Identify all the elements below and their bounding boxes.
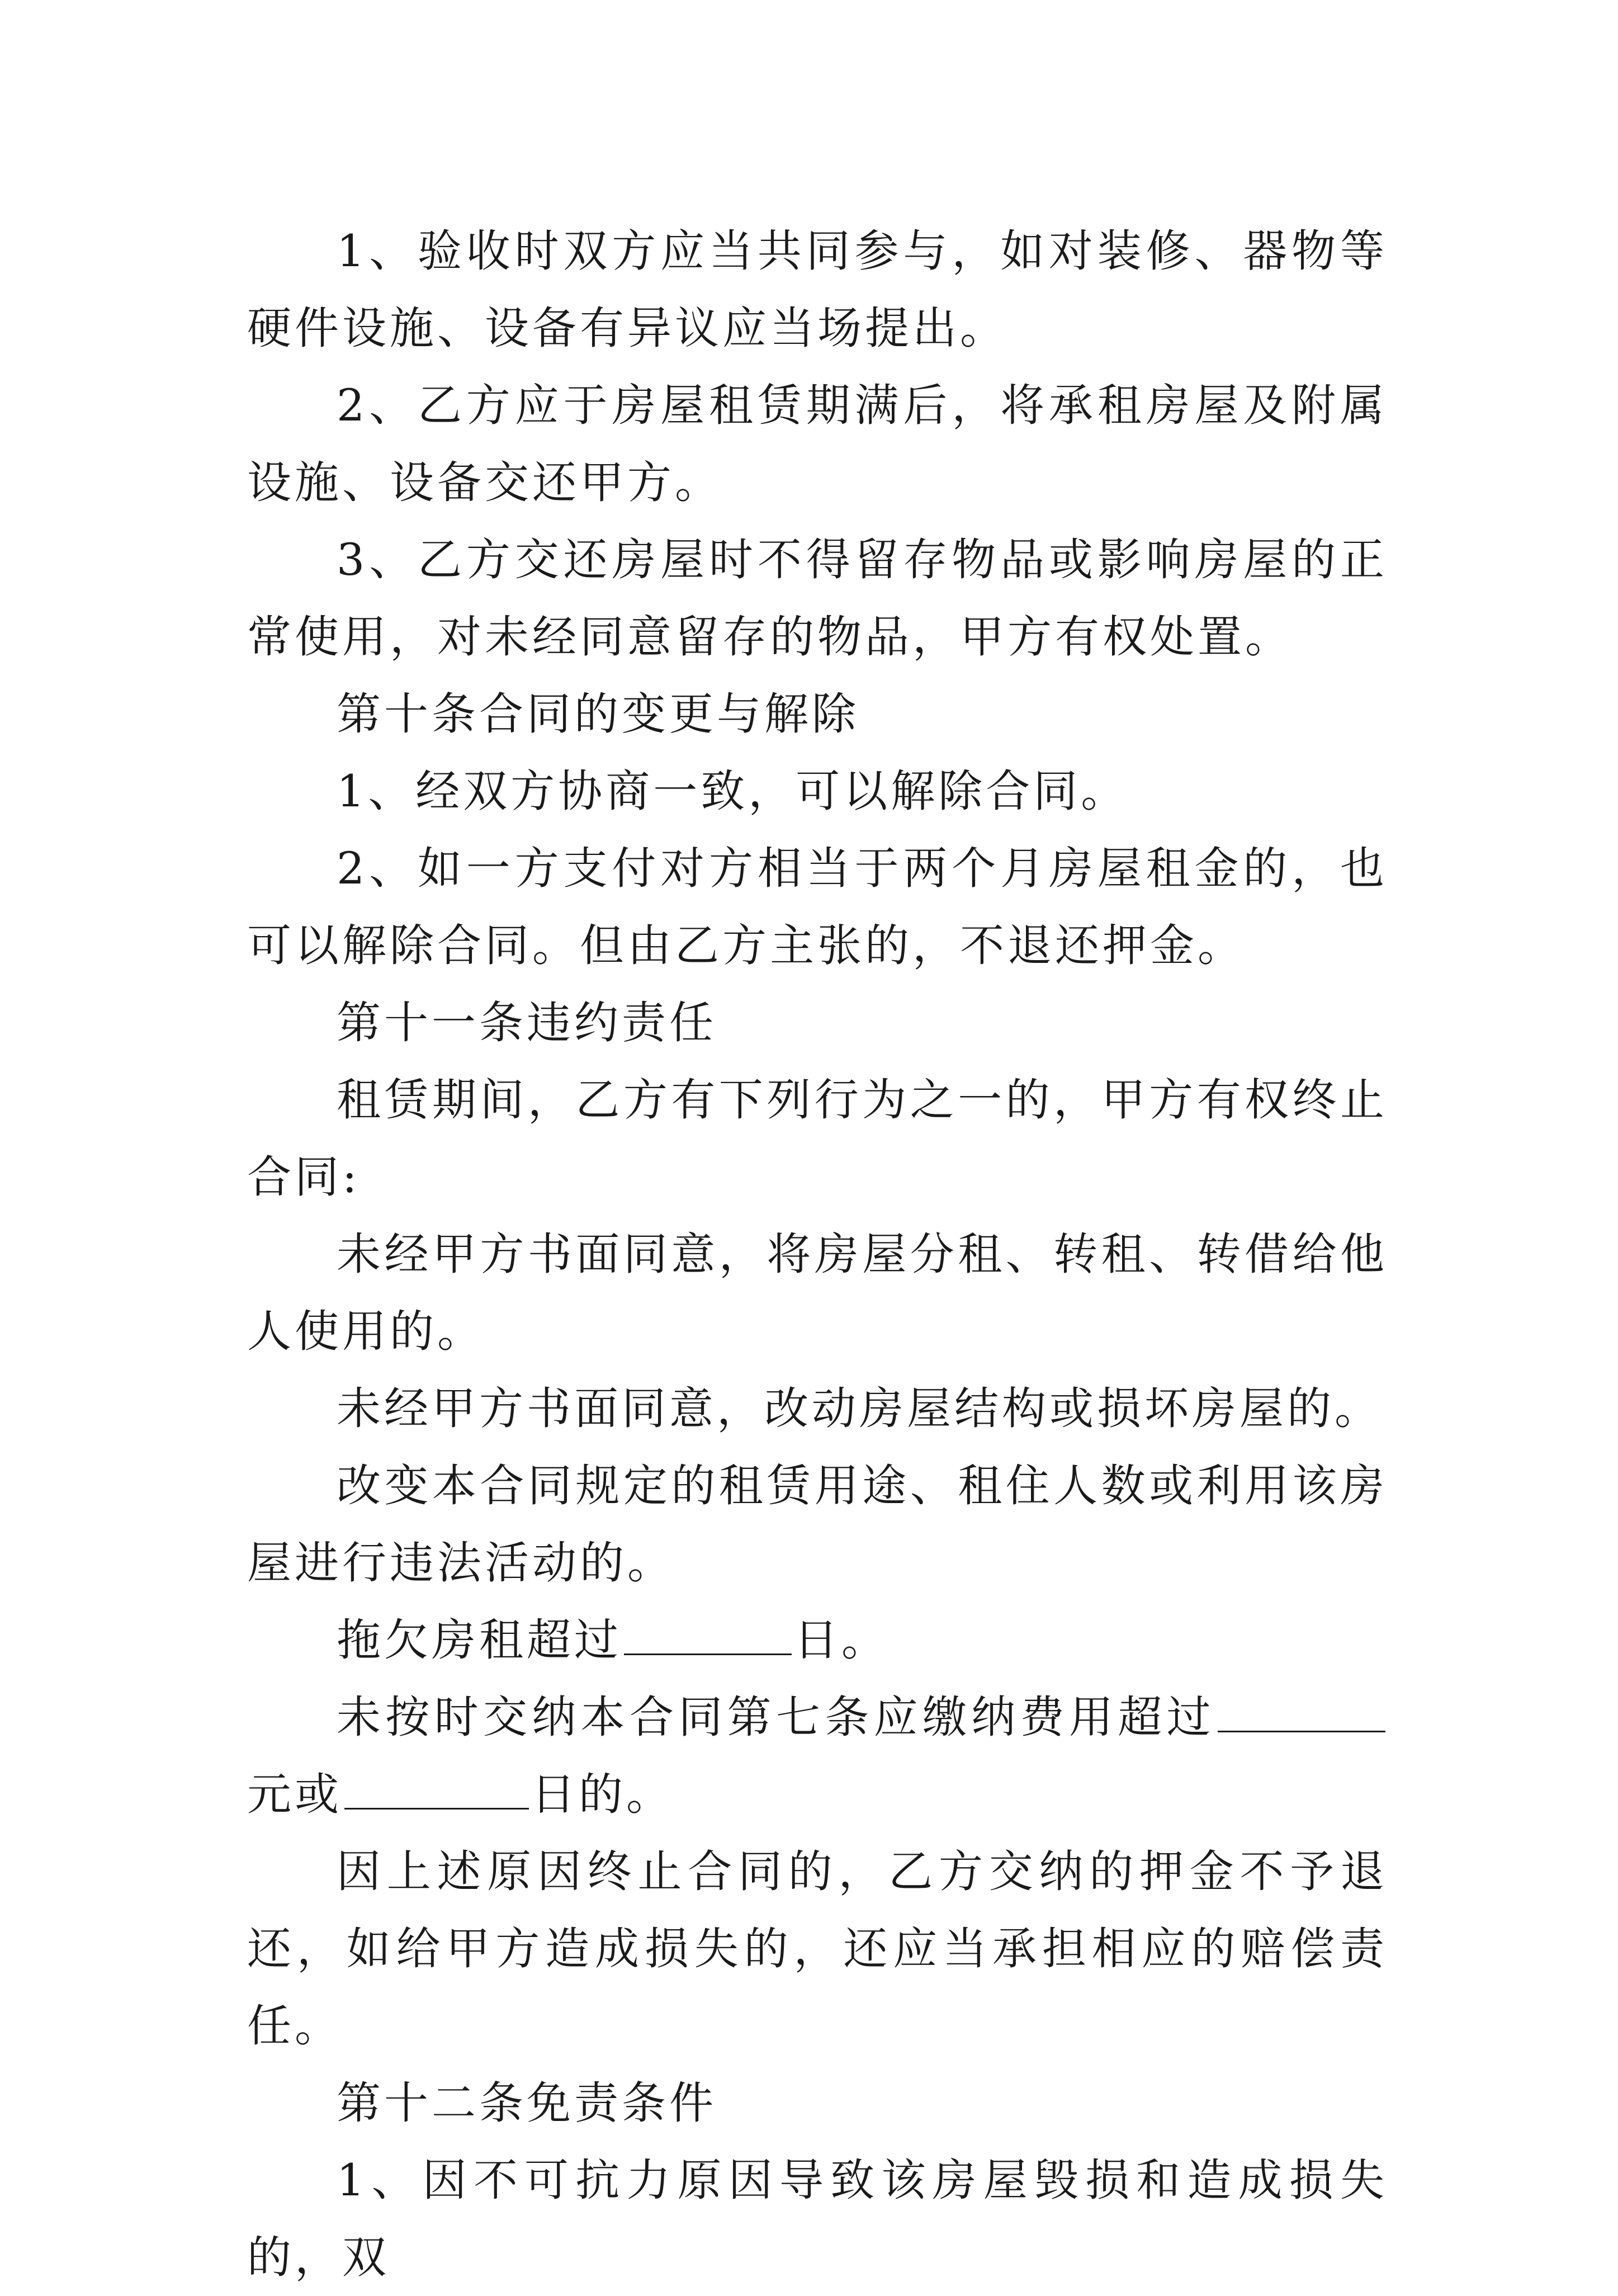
clause-unpaid-fees [247,1679,1388,1833]
clause-mutual-termination: 1、经双方协商一致，可以解除合同。 [337,766,1129,817]
clause-acceptance-joint: 1、验收时双方应当共同参与，如对装修、器物等硬件设施、设备有异议应当场提出。 [247,225,1388,354]
days-blank-field-2 [344,1769,529,1810]
clause-force-majeure: 1、因不可抗力原因导致该房屋毁损和造成损失的，双 [247,2155,1388,2283]
unpaid-fees-text: 未按时交纳本合同第七条应缴纳费用超过 [337,1692,1215,1743]
clause-illegal-use: 改变本合同规定的租赁用途、租住人数或利用该房屋进行违法活动的。 [247,1460,1388,1589]
overdue-rent-text: 拖欠房租超过 [337,1614,622,1666]
clause-return-premises: 2、乙方应于房屋租赁期满后，将承租房屋及附属设施、设备交还甲方。 [247,380,1388,508]
unpaid-fees-suffix: 日的。 [531,1769,674,1820]
clause-deposit-forfeit: 因上述原因终止合同的，乙方交纳的押金不予退还，如给甲方造成损失的，还应当承担相应的赔偿责任。 [247,1846,1388,2052]
clause-structural-change: 未经甲方书面同意，改动房屋结构或损坏房屋的。 [337,1383,1382,1434]
clause-paid-termination: 2、如一方支付对方相当于两个月房屋租金的，也可以解除合同。但由乙方主张的，不退还押金。 [247,843,1388,971]
clause-termination-intro: 租赁期间，乙方有下列行为之一的，甲方有权终止合同: [247,1074,1388,1203]
document-body [247,212,1388,2296]
amount-blank-field [1218,1692,1385,1732]
section-heading-article-12: 第十二条免责条件 [337,2077,717,2129]
unpaid-fees-middle: 元或 [247,1769,342,1820]
section-heading-article-10: 第十条合同的变更与解除 [337,688,859,740]
clause-leftover-items: 3、乙方交还房屋时不得留存物品或影响房屋的正常使用，对未经同意留存的物品，甲方有权处置。 [247,534,1388,663]
overdue-rent-suffix: 日。 [794,1614,889,1666]
days-blank-field [624,1614,792,1655]
section-heading-article-11: 第十一条违约责任 [337,997,717,1048]
clause-sublet: 未经甲方书面同意，将房屋分租、转租、转借给他人使用的。 [247,1229,1388,1357]
clause-overdue-rent [247,1601,1388,1679]
